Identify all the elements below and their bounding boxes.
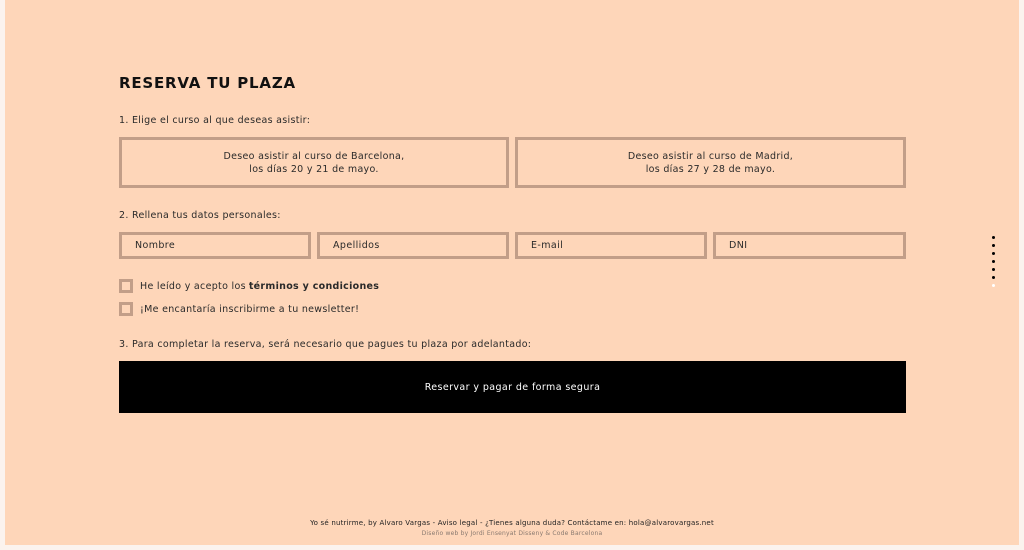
course-madrid-line1: Deseo asistir al curso de Madrid, — [627, 150, 794, 162]
footer-main — [5, 519, 1019, 527]
newsletter-checkbox[interactable] — [119, 302, 133, 316]
legal-notice-link[interactable]: Aviso legal — [437, 519, 478, 527]
terms-checkbox[interactable] — [119, 279, 133, 293]
section-dot-4[interactable] — [992, 260, 995, 263]
terms-checkbox-row — [119, 279, 379, 293]
course-barcelona-line2: los días 20 y 21 de mayo. — [249, 163, 379, 175]
pay-securely-button[interactable]: Reservar y pagar de forma segura — [119, 361, 906, 413]
section-dot-3[interactable] — [992, 252, 995, 255]
dni-input[interactable] — [713, 232, 906, 259]
step1-label: 1. Elige el curso al que deseas asistir: — [119, 115, 311, 126]
email-input[interactable] — [515, 232, 707, 259]
footer-credit — [5, 530, 1019, 537]
terms-link[interactable]: términos y condiciones — [248, 280, 380, 292]
designer-credit-link[interactable]: Diseño web by Jordi Ensenyat Disseny & Code Barcelona — [421, 530, 603, 537]
step2-label: 2. Rellena tus datos personales: — [119, 210, 281, 221]
course-option-barcelona[interactable] — [119, 137, 509, 188]
step3-label: 3. Para completar la reserva, será necesario que pagues tu plaza por adelantado: — [119, 339, 532, 350]
page — [5, 0, 1019, 545]
course-barcelona-line1: Deseo asistir al curso de Barcelona, — [223, 150, 405, 162]
section-dot-6[interactable] — [992, 276, 995, 279]
section-nav-dots — [990, 236, 996, 287]
section-dot-5[interactable] — [992, 268, 995, 271]
course-option-madrid[interactable] — [515, 137, 906, 188]
footer-site-name: Yo sé nutrirme, by Alvaro Vargas — [310, 519, 431, 527]
footer-separator: - — [430, 519, 438, 527]
nombre-input[interactable] — [119, 232, 311, 259]
page-title: RESERVA TU PLAZA — [119, 74, 296, 92]
apellidos-input[interactable] — [317, 232, 509, 259]
contact-email-link[interactable]: hola@alvarovargas.net — [628, 519, 714, 527]
newsletter-checkbox-row — [119, 302, 359, 316]
course-madrid-line2: los días 27 y 28 de mayo. — [645, 163, 776, 175]
section-dot-2[interactable] — [992, 244, 995, 247]
newsletter-label: ¡Me encantaría inscribirme a tu newsletter! — [140, 303, 360, 315]
footer-question: ¿Tienes alguna duda? Contáctame en: — [485, 519, 627, 527]
section-dot-1[interactable] — [992, 236, 995, 239]
terms-label: He leído y acepto los — [140, 280, 246, 292]
section-dot-7-active[interactable] — [992, 284, 995, 287]
footer-separator: - — [477, 519, 486, 527]
